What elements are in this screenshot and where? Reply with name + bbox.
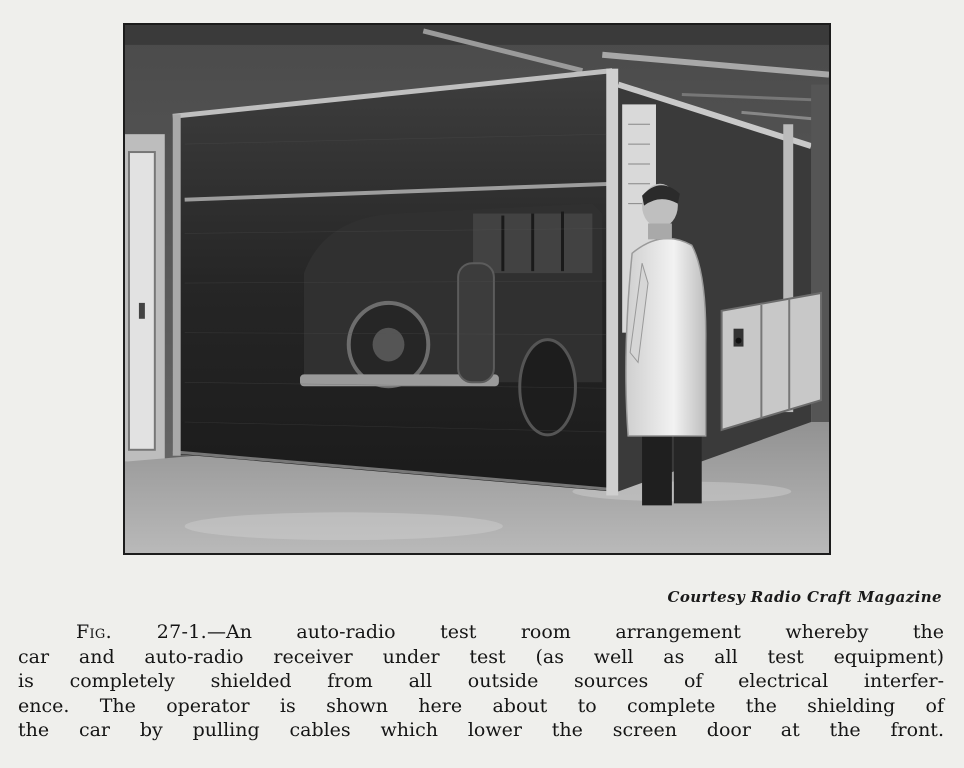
caption-line-5: the car by pulling cables which lower the screen door at the front.: [18, 719, 944, 741]
caption-line-1: Fig. 27-1.—An auto-radio test room arrangement whereby the: [76, 621, 944, 643]
caption-line-2: car and auto-radio receiver under test (as well as all test equipment): [18, 645, 944, 668]
caption-line-4: ence. The operator is shown here about to complete the shielding of: [18, 694, 944, 717]
photo-illustration: [125, 25, 829, 553]
figure-label: Fig. 27-1.: [76, 621, 207, 643]
shielded-cage: [173, 69, 618, 496]
figure-caption: [18, 620, 944, 743]
left-wall-door: [125, 134, 165, 462]
figure-photo: [123, 23, 831, 555]
caption-line-3: is completely shielded from all outside sources of electrical interfer-: [18, 670, 944, 692]
photo-credit: Courtesy Radio Craft Magazine: [667, 588, 942, 606]
